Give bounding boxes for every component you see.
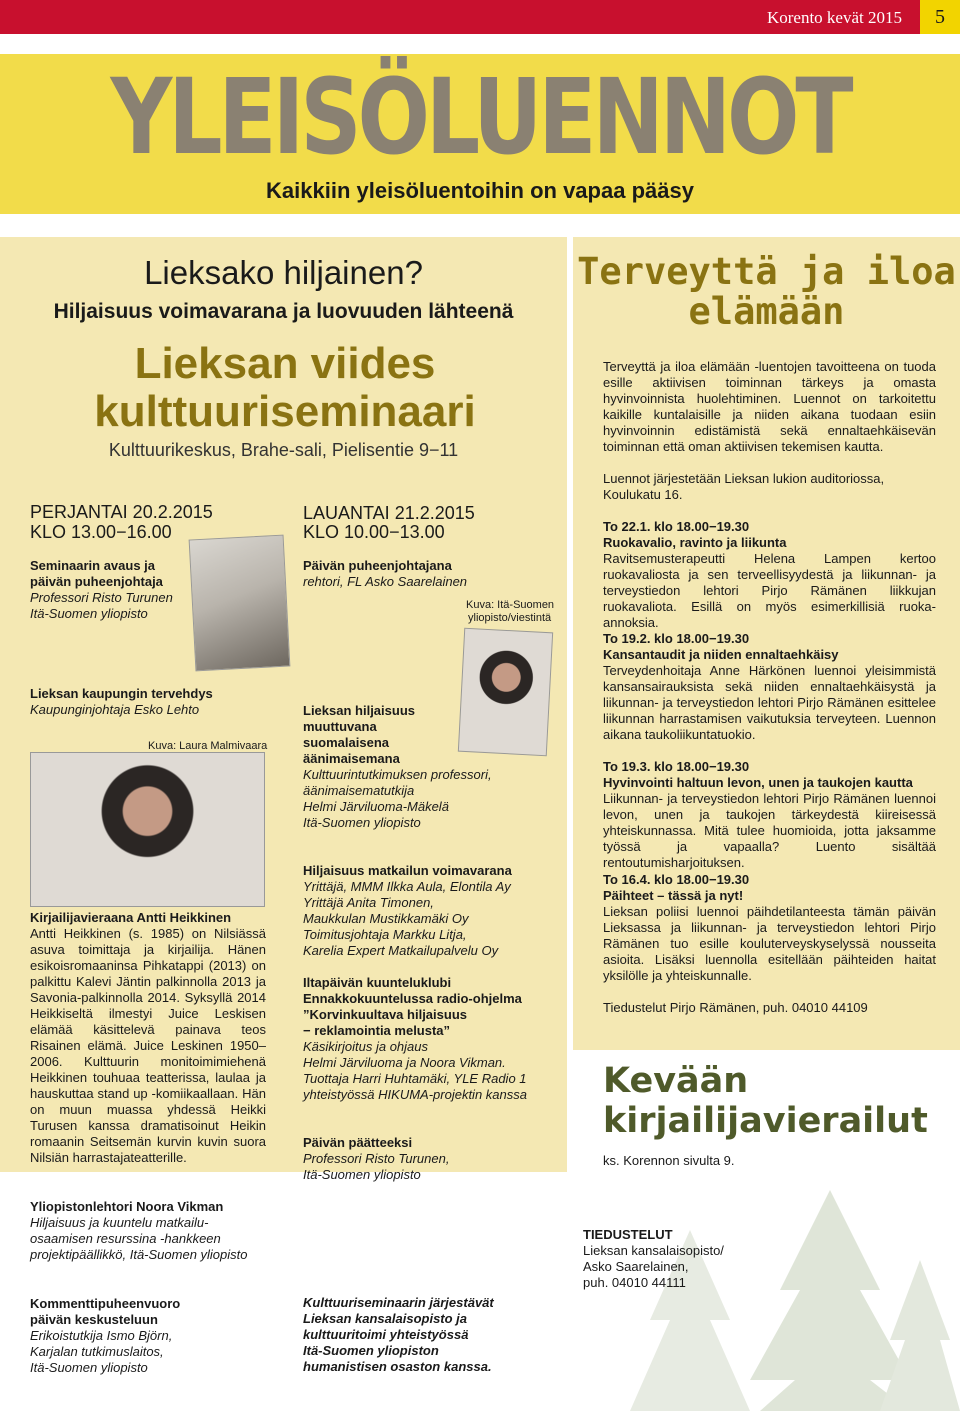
health-location: Luennot järjestetään Lieksan lukion auditoriossa, Koulukatu 16. xyxy=(603,471,885,502)
lecture-1-title: Ruokavalio, ravinto ja liikunta xyxy=(603,535,787,550)
lecture-3-date: To 19.3. klo 18.00−19.30 xyxy=(603,759,750,774)
photo-credit-2a: Kuva: Itä-Suomen xyxy=(466,599,555,611)
opening-person: Professori Risto Turunen xyxy=(30,590,173,605)
lecture-2-text: Terveydenhoitaja Anne Härkönen luennoi yleisimmistä kansansairauksista sekä niiden ennaltaehkäisystä ja liikunnan- ja terveystiedon lehtori Pirjo Rämänen esittelee liikunnan harrastamisen vaikutuksia terveyteen. Luennon aikana taukoliikuntatuokio. xyxy=(603,663,936,742)
health-contact: Tiedustelut Pirjo Rämänen, puh. 04010 44109 xyxy=(603,1000,868,1015)
banner-title: YLEISÖLUENNOT xyxy=(110,56,850,178)
talk2-title: Hiljaisuus matkailun voimavarana xyxy=(303,863,512,878)
talk1-title-1: Lieksan hiljaisuus xyxy=(303,703,415,718)
club-person-4: yhteistyössä HIKUMA-projektin kanssa xyxy=(303,1087,527,1102)
talk2-person-3: Maukkulan Mustikkamäki Oy xyxy=(303,911,469,926)
health-title-2: elämään xyxy=(688,290,845,333)
chair-title: Päivän puheenjohtajana xyxy=(303,558,452,573)
chair-person: rehtori, FL Asko Saarelainen xyxy=(303,574,468,589)
club-title-2: Ennakkokuuntelussa radio-ohjelma xyxy=(303,991,522,1006)
photo-credit: Kuva: Laura Malmivaara xyxy=(148,740,268,752)
talk2-person-1: Yrittäjä, MMM Ilkka Aula, Elontila Ay xyxy=(303,879,511,894)
risto-turunen-photo xyxy=(189,535,291,672)
lecture-4-text: Lieksan poliisi luennoi päihdetilanteesta tämän päivän Lieksassa ja liikunnan- ja terveystiedon lehtori Pirjo Rämänen tuo esille kouluterveyskyselyssä nousseita asioita. Lisäksi luennolla esitellään päihteiden haitat yksilölle ja yhteiskunnalle. xyxy=(603,904,936,983)
club-title-1: Iltapäivän kuunteluklubi xyxy=(303,975,452,990)
comment-title-1: Kommenttipuheenvuoro xyxy=(30,1296,181,1311)
health-intro: Terveyttä ja iloa elämään -luentojen tavoitteena on tuoda esille aktiivisen toiminnan tärkeys ja omasta hyvinvoinnista huolehtiminen. Luennot on tarkoitettu kaikille kuntalaisille ja niiden aikana tuodaan esiin hyvinvoinnin edistämistä sekä ennaltaehkäisevän toiminnan että oman aktiivisen tekemisen kautta. xyxy=(603,359,936,454)
club-person-2: Helmi Järviluoma ja Noora Vikman. xyxy=(303,1055,506,1070)
comment-title-2: päivän keskusteluun xyxy=(30,1312,158,1327)
greeting-title: Lieksan kaupungin tervehdys xyxy=(30,686,213,701)
saturday-time: KLO 10.00−13.00 xyxy=(303,522,445,542)
talk1-person-3: Helmi Järviluoma-Mäkelä xyxy=(303,799,449,814)
club-title-4: − reklamointia melusta” xyxy=(303,1023,451,1038)
closing-person-2: Itä-Suomen yliopisto xyxy=(303,1167,421,1182)
seminar-title: Lieksan viides kulttuuriseminaari xyxy=(94,339,476,436)
talk2-person-5: Karelia Expert Matkailupalvelu Oy xyxy=(303,943,499,958)
club-person-1: Käsikirjoitus ja ohjaus xyxy=(303,1039,429,1054)
lecture-3-title: Hyvinvointi haltuun levon, unen ja taukojen kautta xyxy=(603,775,913,790)
friday-time: KLO 13.00−16.00 xyxy=(30,522,172,542)
spring-title-2: kirjailijavierailut xyxy=(603,1101,928,1141)
talk2-person-2: Yrittäjä Anita Timonen, xyxy=(303,895,434,910)
guest-title: Kirjailijavieraana Antti Heikkinen xyxy=(30,910,232,925)
greeting-person: Kaupunginjohtaja Esko Lehto xyxy=(30,702,200,717)
lecture-1-text: Ravitsemusterapeutti Helena Lampen kertoo ruokavaliosta ja sen terveellisyydestä ja liikunnan- ja terveystiedon lehtori Pirjo Rämänen liikkujan ruokavaliota. Esillä on myös esimerkillisiä ruoka-annoksia. xyxy=(603,551,936,630)
club-title-3: ”Korvinkuultava hiljaisuus xyxy=(303,1007,467,1022)
banner-subtitle: Kaikkiin yleisöluentoihin on vapaa pääsy xyxy=(266,178,694,203)
organizers-5: humanistisen osaston kanssa. xyxy=(303,1359,492,1374)
opening-title-1: Seminaarin avaus ja xyxy=(30,558,156,573)
talk1-person-2: äänimaisematutkija xyxy=(303,783,415,798)
organizers-4: Itä-Suomen yliopiston xyxy=(303,1343,439,1358)
comment-line-2: Karjalan tutkimuslaitos, xyxy=(30,1344,164,1359)
lecturer-line-3: projektipäällikkö, Itä-Suomen yliopisto xyxy=(30,1247,248,1262)
opening-title-2: päivän puheenjohtaja xyxy=(30,574,163,589)
talk1-title-3: suomalaisena xyxy=(303,735,389,750)
guest-text: Antti Heikkinen (s. 1985) on Nilsiässä asuva toimittaja ja kirjailija. Hänen esikoisromaaninsa Pihkatappi (2013) on palkittu Kalevi Jäntin palkinnolla 2013 ja Savonia-palkinnolla 2014. Syksyllä 2014 Heikkiseltä ilmestyi Juice Leskisen elämää käsittelevä painava teos Risainen elämä. Juice Leskinen 1950–2006. Kulttuurin monitoimimiehenä Heikkinen touhuaa teatterissa, laulaa ja hauskuttaa stand up -komiikaallaan. Hän on muun muassa yhdessä Heikki Turusen kanssa dramatisoinut Heikin romaanin Seitsemän kurvin kuvin suora Nilsiän harrastajateatterille. xyxy=(30,926,266,1165)
lecture-1-date: To 22.1. klo 18.00−19.30 xyxy=(603,519,750,534)
lecturer-line-1: Hiljaisuus ja kuuntelu matkailu- xyxy=(30,1215,209,1230)
closing-title: Päivän päätteeksi xyxy=(303,1135,413,1150)
inquiries-line-3: puh. 04010 44111 xyxy=(583,1275,686,1290)
lecture-2-date: To 19.2. klo 18.00−19.30 xyxy=(603,631,750,646)
lecturer-line-2: osaamisen resurssina -hankkeen xyxy=(30,1231,221,1246)
seminar-question: Lieksako hiljainen? xyxy=(144,254,423,291)
organizers-2: Lieksan kansalaisopisto ja xyxy=(303,1311,468,1326)
lecture-4-date: To 16.4. klo 18.00−19.30 xyxy=(603,872,750,887)
seminar-tagline: Hiljaisuus voimavarana ja luovuuden lähteenä xyxy=(53,300,514,323)
page-number: 5 xyxy=(920,0,960,34)
organizers-1: Kulttuuriseminaarin järjestävät xyxy=(303,1295,494,1310)
spring-ref: ks. Korennon sivulta 9. xyxy=(603,1153,735,1168)
opening-org: Itä-Suomen yliopisto xyxy=(30,606,148,621)
lecture-2-title: Kansantaudit ja niiden ennaltaehkäisy xyxy=(603,647,839,662)
inquiries-line-2: Asko Saarelainen, xyxy=(583,1259,689,1274)
talk1-title-4: äänimaisemana xyxy=(303,751,400,766)
antti-heikkinen-photo xyxy=(30,752,265,907)
helmi-jarviluoma-photo xyxy=(458,628,553,756)
talk1-title-2: muuttuvana xyxy=(303,719,377,734)
issue-label: Korento kevät 2015 xyxy=(766,8,902,27)
talk2-person-4: Toimitusjohtaja Markku Litja, xyxy=(303,927,467,942)
photo-credit-2b: yliopisto/viestintä xyxy=(468,612,552,624)
saturday-date: LAUANTAI 21.2.2015 xyxy=(303,503,475,523)
comment-line-1: Erikoistutkija Ismo Björn, xyxy=(30,1328,173,1343)
closing-person-1: Professori Risto Turunen, xyxy=(303,1151,450,1166)
comment-line-3: Itä-Suomen yliopisto xyxy=(30,1360,148,1375)
lecturer-title: Yliopistonlehtori Noora Vikman xyxy=(30,1199,224,1214)
club-person-3: Tuottaja Harri Huhtamäki, YLE Radio 1 xyxy=(303,1071,527,1086)
health-title-1: Terveyttä ja iloa xyxy=(577,250,956,293)
organizers-3: kulttuuritoimi yhteistyössä xyxy=(303,1327,469,1342)
talk1-person-4: Itä-Suomen yliopisto xyxy=(303,815,421,830)
spring-title-1: Kevään xyxy=(603,1061,749,1101)
lecture-3-text: Liikunnan- ja terveystiedon lehtori Pirjo Rämänen luennoi levon, unen ja taukojen tärkeydestä kiireisessä yhteiskunnassa. Mitä tulee huomioida, jotta jaksamme työssä ja vapaalla? Luento sisältää rentoutumisharjoituksen. xyxy=(603,791,936,870)
seminar-venue: Kulttuurikeskus, Brahe-sali, Pielisentie 9−11 xyxy=(108,440,459,460)
inquiries-line-1: Lieksan kansalaisopisto/ xyxy=(583,1243,724,1258)
lecture-4-title: Päihteet – tässä ja nyt! xyxy=(603,888,744,903)
talk1-person-1: Kulttuurintutkimuksen professori, xyxy=(303,767,492,782)
inquiries-title: TIEDUSTELUT xyxy=(583,1227,673,1242)
friday-date: PERJANTAI 20.2.2015 xyxy=(30,502,213,522)
